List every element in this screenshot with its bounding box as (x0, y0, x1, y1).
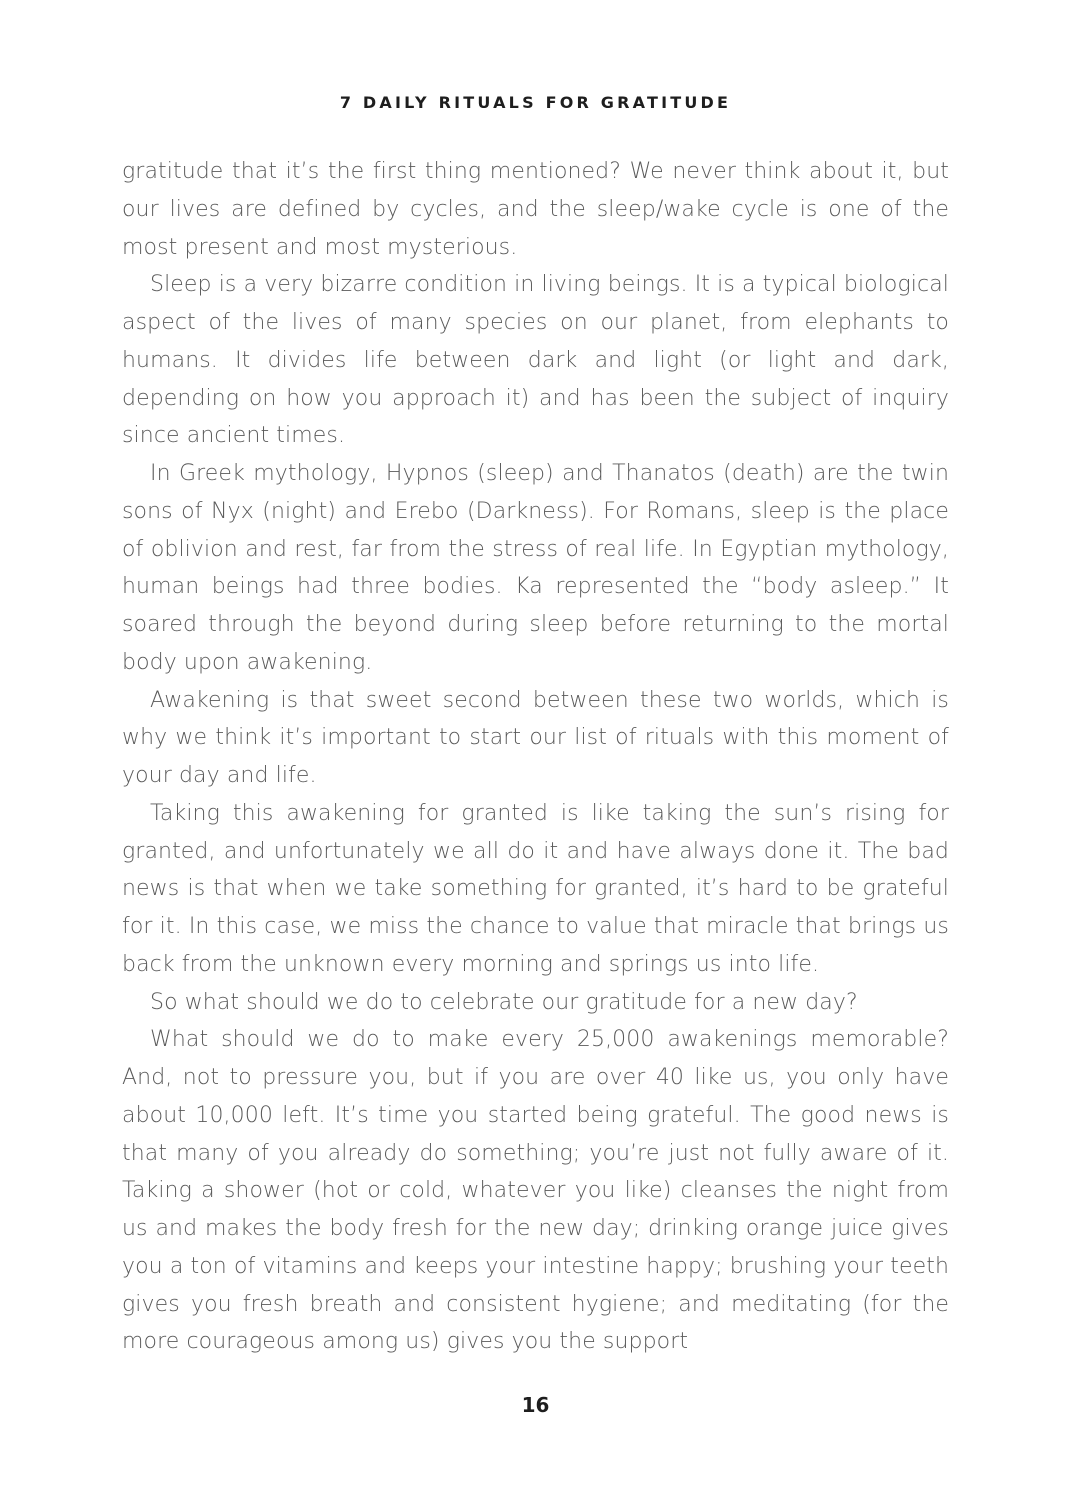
paragraph-mythology: In Greek mythology, Hypnos (sleep) and Thanatos (death) are the twin sons of Nyx (night) and Erebo (Darkness). For Romans, sleep is the place of oblivion and rest, far from the stress of real life. In Egyptian mythology, human beings had three bodies. Ka represented the “body asleep.” It soared through the beyond during sleep before returning to the mortal body upon awakening. (122, 461, 949, 675)
paragraph-awakening: Awakening is that sweet second between these two worlds, which is why we think it’s important to start our list of rituals with this moment of your day and life. (122, 687, 949, 788)
paragraph-continued: gratitude that it’s the first thing mentioned? We never think about it, but our lives are defined by cycles, and the sleep/wake cycle is one of the most present and most mysterious. (122, 159, 949, 260)
running-head: 7 DAILY RITUALS FOR GRATITUDE (339, 93, 732, 112)
paragraph-granted: Taking this awakening for granted is like taking the sun’s rising for granted, and unfortunately we all do it and have always done it. The bad news is that when we take something for granted, it’s hard to be grateful for it. In this case, we miss the chance to value that miracle that brings us back from the unknown every morning and springs us into life. (122, 800, 949, 977)
page-number: 16 (521, 1393, 550, 1417)
paragraph-sleep: Sleep is a very bizarre condition in living beings. It is a typical biological aspect of the lives of many species on our planet, from elephants to humans. It divides life between dark and light (or light and dark, depending on how you approach it) and has been the subject of inquiry since ancient times. (122, 272, 949, 449)
body-text (122, 153, 949, 1361)
paragraph-question: So what should we do to celebrate our gratitude for a new day? (150, 989, 858, 1015)
paragraph-rituals: What should we do to make every 25,000 awakenings memorable? And, not to pressure you, but if you are over 40 like us, you only have about 10,000 left. It’s time you started being grateful. The good news is that many of you already do something; you’re just not fully aware of it. Taking a shower (hot or cold, whatever you like) cleanses the night from us and makes the body fresh for the new day; drinking orange juice gives you a ton of vitamins and keeps your intestine happy; brushing your teeth gives you fresh breath and consistent hygiene; and meditating (for the more courageous among us) gives you the support (122, 1027, 949, 1355)
